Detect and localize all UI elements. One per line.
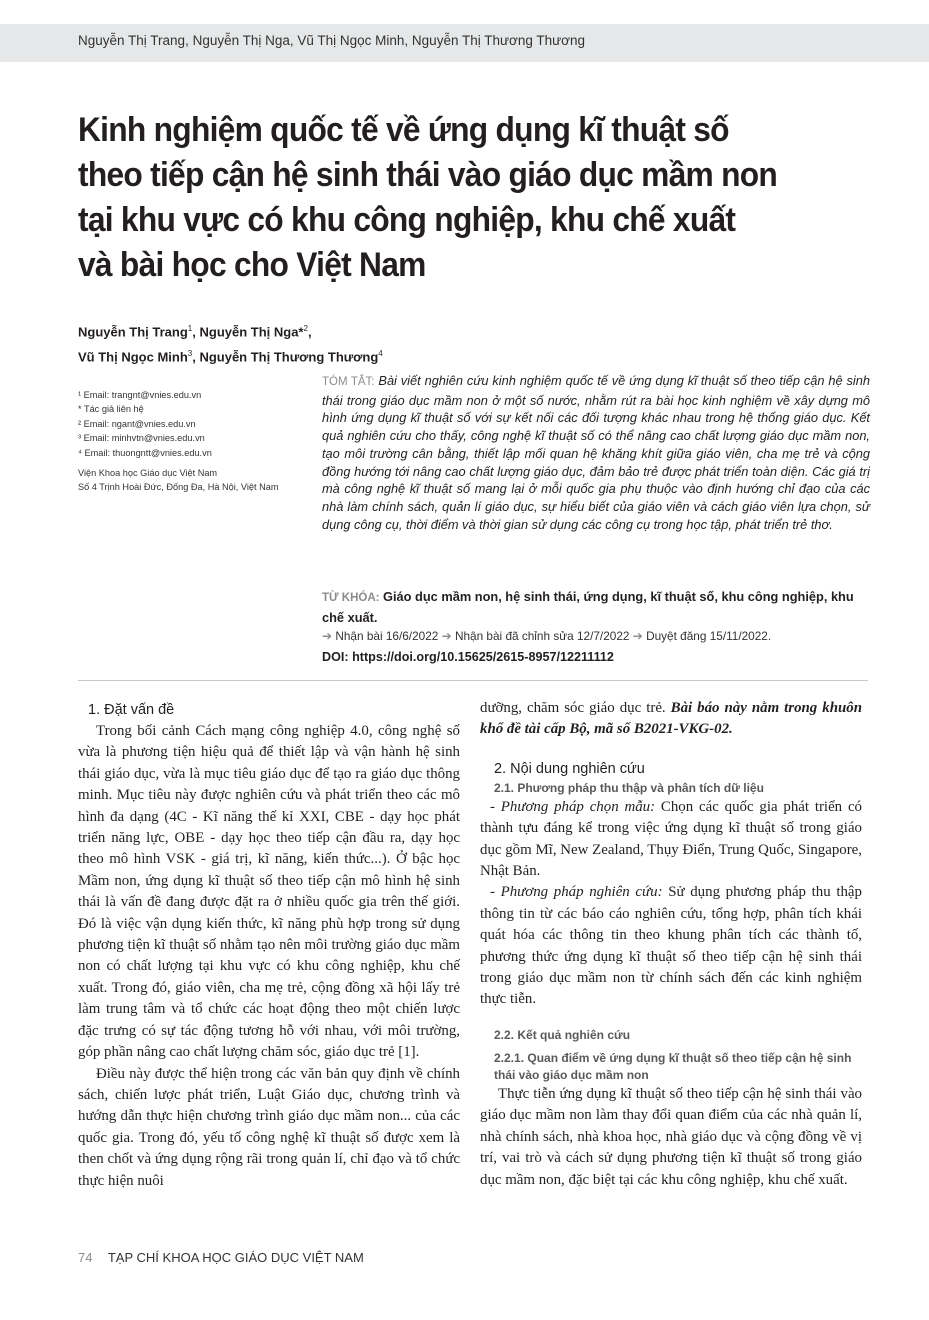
author-sup: 4 — [378, 349, 383, 359]
author-name: Nguyễn Thị Thương Thương — [199, 349, 379, 365]
arrow-icon: ➔ — [322, 629, 333, 643]
method-text: Chọn các quốc gia phát triển có thành tựu đáng kể trong việc ứng dụng kĩ thuật số trong giáo dục gồm Mĩ, New Zealand, Thụy Điển, Trung Quốc, Singapore, Nhật Bản. — [480, 798, 862, 880]
article-title — [78, 108, 777, 288]
article-dates — [322, 629, 771, 643]
subsubsection-heading: 2.2.1. Quan điểm về ứng dụng kĩ thuật số theo tiếp cận hệ sinh thái vào giáo dục mầm non — [494, 1050, 852, 1082]
paragraph-continued — [480, 698, 862, 741]
keywords — [322, 587, 870, 627]
subsection-heading: 2.2. Kết quả nghiên cứu — [494, 1027, 631, 1042]
author-name: Nguyễn Thị Nga* — [199, 324, 304, 340]
paragraph: Thực tiễn ứng dụng kĩ thuật số theo tiếp cận hệ sinh thái vào giáo dục mầm non làm thay đổi quan điểm của các nhà quản lí, nhà chính sách, nhà khoa học, nhà giáo dục và cộng đồng về vị trí, vai trò và cách sử dụng phương tiện kĩ thuật số trong giáo dục mầm non, đặc biệt tại các khu công nghiệp, khu chế xuất. — [480, 1085, 862, 1188]
doi-link[interactable]: DOI: https://doi.org/10.15625/2615-8957/12211112 — [322, 650, 614, 664]
method-paragraph: - Phương pháp nghiên cứu: Sử dụng phương pháp thu thập thông tin từ các báo cáo nghiên cứu, tổng hợp, phân tích khái quát hóa các thông tin theo khung phân tích các thành tố, phương thức ứng dụng kĩ thuật số theo tiếp cận hệ sinh thái trong giáo dục mầm non từ chính sách đến các kinh nghiệm thực tiễn. — [480, 884, 862, 1008]
institute: Viện Khoa học Giáo dục Việt Nam — [78, 468, 218, 479]
method-label: Phương pháp nghiên cứu: — [500, 884, 663, 901]
email-line: ² Email: ngant@vnies.edu.vn — [78, 418, 196, 429]
keywords-label: TỪ KHÓA: — [322, 592, 380, 604]
subsection-heading: 2.1. Phương pháp thu thập và phân tích dữ liệu — [494, 780, 764, 795]
author-list — [78, 318, 383, 369]
abstract-text: Bài viết nghiên cứu kinh nghiệm quốc tế về ứng dụng kĩ thuật số theo tiếp cận hệ sinh thái trong giáo dục mầm non ở một số nước, nhằm rút ra bài học kinh nghiệm về xây dựng mô hình ứng dụng kĩ thuật số với sự kết nối các đối tượng khác nhau trong hệ thống giáo dục. Kết quả nghiên cứu cho thấy, công nghệ kĩ thuật số có thể nâng cao chất lượng giáo dục mầm non, tạo môi trường cân bằng, thiết lập mối quan hệ khăng khít giữa giáo viên, cha mẹ trẻ và cộng đồng hướng tới nâng cao chất lượng giáo dục, đảm bảo trẻ được phát triển toàn diện. Các giá trị mà công nghệ kĩ thuật số mang lại ở mỗi quốc gia phụ thuộc vào định hướng chỉ đạo của các nhà làm chính sách, quản lí giáo dục, sự hiểu biết của giáo viên và cách giáo viên lựa chọn, sử dụng công cụ, thời điểm và thời gian sử dụng các công cụ trong học tập, phát triển trẻ thơ. — [322, 373, 870, 532]
paragraph: Điều này được thể hiện trong các văn bản quy định về chính sách, chiến lược phát triển, Luật Giáo dục, chương trình và hướng dẫn thực hiện chương trình giáo dục mầm non... của các quốc gia. Trong đó, yếu tố công nghệ kĩ thuật số được xem là then chốt và ứng dụng rộng rãi trong quản lí, chỉ đạo và tổ chức thực hiện nuôi — [78, 1065, 460, 1189]
body-column-left — [78, 700, 460, 1192]
date-revised: Nhận bài đã chỉnh sửa 12/7/2022 — [454, 629, 630, 643]
author-name: Vũ Thị Ngọc Minh — [78, 349, 188, 365]
page-number: 74 — [78, 1250, 93, 1265]
author-sep: , — [192, 324, 200, 340]
paragraph-text: dưỡng, chăm sóc giáo dục trẻ. — [480, 700, 666, 716]
title-line: tại khu vực có khu công nghiệp, khu chế xuất — [78, 201, 736, 239]
author-sup: 2 — [303, 324, 308, 333]
affiliation-block — [78, 388, 318, 495]
method-label: Phương pháp chọn mẫu: — [500, 798, 656, 815]
corresponding-note: * Tác giả liên hệ — [78, 404, 144, 415]
date-accepted: Duyệt đăng 15/11/2022. — [646, 629, 772, 643]
paragraph: Trong bối cảnh Cách mạng công nghiệp 4.0, công nghệ số vừa là phương tiện hiệu quả để thiết lập và vận hành hệ sinh thái giáo dục, vừa là mục tiêu giáo dục để tạo ra giáo dục thông minh. Mục tiêu này được nghiên cứu và phát triển theo các mô hình đa dạng (4C - Kĩ năng thế kỉ XXI, CBE - dạy học phát triển năng lực, OBE - dạy học theo tiếp cận đầu ra, dạy học theo mô hình VSK - giá trị, kĩ năng, kiến thức...). Ở bậc học Mầm non, ứng dụng kĩ thuật số theo tiếp cận mô hình hệ sinh thái là vấn đề đang được đặt ra ở nhiều quốc gia trên thế giới. Đó là việc vận dụng kiến thức, kĩ năng phù hợp trong sử dụng phương tiện kĩ thuật số nhằm tạo nên môi trường giáo dục mầm non có chất lượng tại khu vực có khu công nghiệp, khu chế xuất. Trong đó, giáo viên, cha mẹ trẻ, cộng đồng xã hội lấy trẻ làm trung tâm và tổ chức các hoạt động theo một chiến lược đặc trưng có sự tác động tương hỗ với nhau, với môi trường, góp phần nâng cao chất lượng chăm sóc, giáo dục trẻ [1]. — [78, 723, 460, 1061]
page-footer — [78, 1250, 364, 1265]
author-sup: 3 — [187, 349, 193, 359]
email-line: ³ Email: minhvtn@vnies.edu.vn — [78, 433, 205, 444]
author-sup: 1 — [187, 324, 193, 333]
title-line: theo tiếp cận hệ sinh thái vào giáo dục mầm non — [78, 156, 778, 194]
address: Số 4 Trịnh Hoài Đức, Đống Đa, Hà Nội, Việt Nam — [78, 482, 279, 493]
author-sep: , — [192, 349, 200, 365]
method-paragraph: - Phương pháp chọn mẫu: Chọn các quốc gia phát triển có thành tựu đáng kể trong việc ứng dụng kĩ thuật số trong giáo dục gồm Mĩ, New Zealand, Thụy Điển, Trung Quốc, Singapore, Nhật Bản. — [480, 798, 862, 880]
arrow-icon: ➔ — [632, 629, 643, 643]
abstract — [322, 372, 870, 533]
funding-note: Bài báo này nằm trong khuôn khổ đề tài cấp Bộ, mã số B2021-VKG-02. — [480, 700, 862, 738]
author-sep: , — [307, 324, 312, 340]
title-line: Kinh nghiệm quốc tế về ứng dụng kĩ thuật số — [78, 111, 729, 149]
author-name: Nguyễn Thị Trang — [78, 324, 188, 340]
keywords-text: Giáo dục mầm non, hệ sinh thái, ứng dụng, kĩ thuật số, khu công nghiệp, khu chế xuất. — [322, 589, 854, 625]
method-text: Sử dụng phương pháp thu thập thông tin từ các báo cáo nghiên cứu, tổng hợp, phân tích khái quát hóa các thông tin theo khung phân tích các thành tố, phương thức ứng dụng kĩ thuật số theo tiếp cận hệ sinh thái trong giáo dục mầm non từ chính sách đến các kinh nghiệm thực tiễn. — [480, 884, 862, 1008]
running-header-authors: Nguyễn Thị Trang, Nguyễn Thị Nga, Vũ Thị Ngọc Minh, Nguyễn Thị Thương Thương — [78, 33, 586, 48]
email-line: ¹ Email: trangnt@vnies.edu.vn — [78, 390, 202, 400]
section-heading: 1. Đặt vấn đề — [88, 702, 175, 718]
journal-name: TẠP CHÍ KHOA HỌC GIÁO DỤC VIỆT NAM — [107, 1250, 364, 1265]
arrow-icon: ➔ — [441, 629, 452, 643]
section-divider — [78, 680, 868, 681]
title-line: và bài học cho Việt Nam — [78, 246, 426, 284]
date-received: Nhận bài 16/6/2022 — [335, 629, 439, 643]
body-column-right — [480, 698, 862, 1191]
abstract-label: TÓM TẮT: — [322, 376, 375, 388]
section-heading: 2. Nội dung nghiên cứu — [494, 760, 645, 777]
email-line: ⁴ Email: thuongntt@vnies.edu.vn — [78, 447, 212, 458]
